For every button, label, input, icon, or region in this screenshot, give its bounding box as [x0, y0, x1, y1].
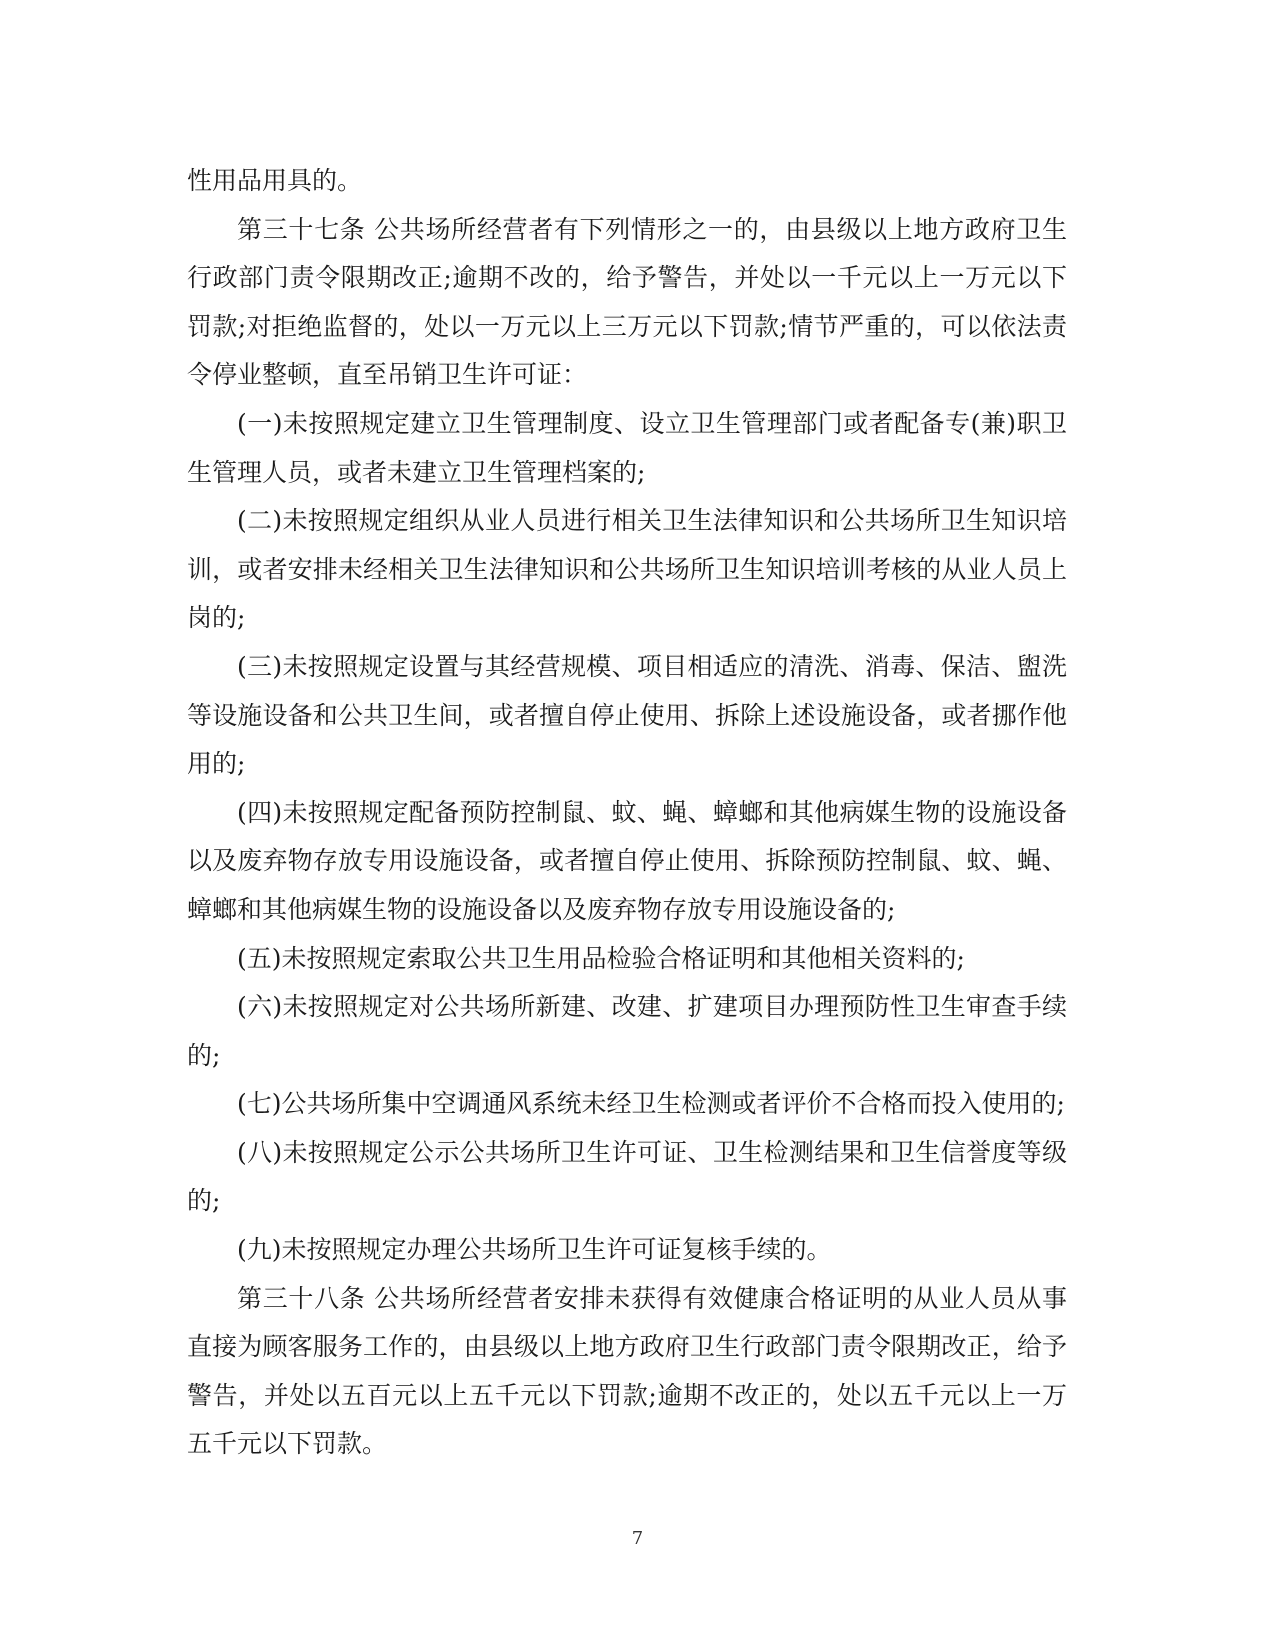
document-body — [187, 157, 1067, 1469]
paragraph-article-37: 第三十七条 公共场所经营者有下列情形之一的，由县级以上地方政府卫生行政部门责令限期改正;逾期不改的，给予警告，并处以一千元以上一万元以下罚款;对拒绝监督的，处以一万元以上三万元以下罚款;情节严重的，可以依法责令停业整顿，直至吊销卫生许可证： — [187, 214, 1067, 390]
paragraph-item-7: (七)公共场所集中空调通风系统未经卫生检测或者评价不合格而投入使用的; — [237, 1089, 1065, 1119]
paragraph-item-3: (三)未按照规定设置与其经营规模、项目相适应的清洗、消毒、保洁、盥洗等设施设备和公共卫生间，或者擅自停止使用、拆除上述设施设备，或者挪作他用的; — [187, 651, 1067, 779]
paragraph-continuation: 性用品用具的。 — [187, 166, 363, 195]
paragraph-item-6: (六)未按照规定对公共场所新建、改建、扩建项目办理预防性卫生审查手续的; — [187, 992, 1067, 1070]
paragraph-item-1: (一)未按照规定建立卫生管理制度、设立卫生管理部门或者配备专(兼)职卫生管理人员，或者未建立卫生管理档案的; — [187, 408, 1067, 487]
paragraph-item-8: (八)未按照规定公示公共场所卫生许可证、卫生检测结果和卫生信誉度等级的; — [187, 1137, 1067, 1216]
paragraph-item-5: (五)未按照规定索取公共卫生用品检验合格证明和其他相关资料的; — [237, 943, 965, 973]
paragraph-item-4: (四)未按照规定配备预防控制鼠、蚊、蝇、蟑螂和其他病媒生物的设施设备以及废弃物存放专用设施设备，或者擅自停止使用、拆除预防控制鼠、蚊、蝇、蟑螂和其他病媒生物的设施设备以及废弃物存放专用设施设备的; — [187, 797, 1067, 924]
paragraph-item-9: (九)未按照规定办理公共场所卫生许可证复核手续的。 — [237, 1235, 832, 1265]
paragraph-item-2: (二)未按照规定组织从业人员进行相关卫生法律知识和公共场所卫生知识培训，或者安排未经相关卫生法律知识和公共场所卫生知识培训考核的从业人员上岗的; — [187, 506, 1067, 633]
paragraph-article-38: 第三十八条 公共场所经营者安排未获得有效健康合格证明的从业人员从事直接为顾客服务工作的，由县级以上地方政府卫生行政部门责令限期改正，给予警告，并处以五百元以上五千元以下罚款;逾期不改正的，处以五千元以上一万五千元以下罚款。 — [187, 1283, 1067, 1459]
page-number: 7 — [631, 1528, 644, 1549]
